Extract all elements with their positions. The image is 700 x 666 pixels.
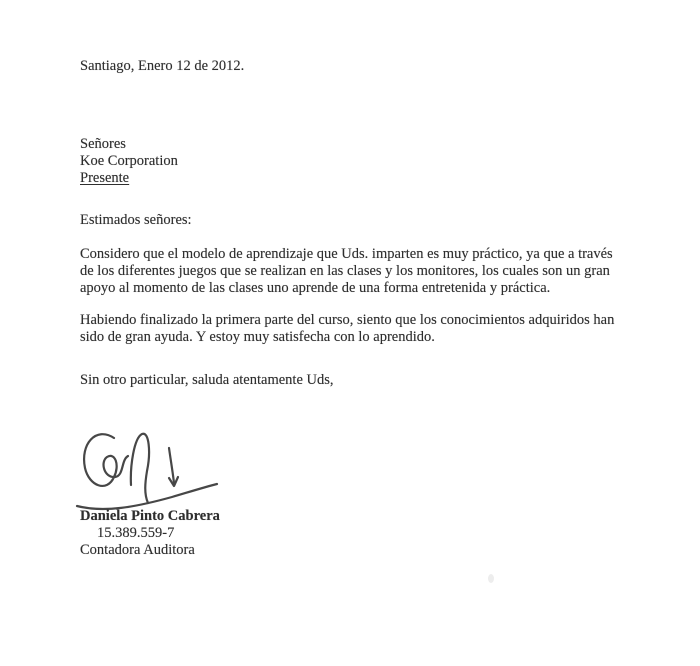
paragraph-line: apoyo al momento de las clases uno aprende de una forma entretenida y práctica. <box>80 280 551 296</box>
recipient-salutation: Señores <box>80 136 126 152</box>
handwritten-signature <box>74 422 226 516</box>
closing-line: Sin otro particular, saluda atentamente Uds, <box>80 372 334 388</box>
signature-loop-stroke <box>84 434 128 486</box>
paragraph-line: Considero que el modelo de aprendizaje que Uds. imparten es muy práctico, ya que a través <box>80 246 613 262</box>
recipient-presente: Presente <box>80 170 130 186</box>
paragraph-line: Habiendo finalizado la primera parte del curso, siento que los conocimientos adquiridos han <box>80 312 615 328</box>
body-paragraph-1 <box>80 246 613 297</box>
signature-block <box>80 508 220 559</box>
signature-tall-loop-stroke <box>131 434 149 503</box>
paragraph-line: de los diferentes juegos que se realizan en las clases y los monitores, los cuales son un gran <box>80 263 610 279</box>
scan-artifact <box>488 574 494 583</box>
signer-name: Daniela Pinto Cabrera <box>80 508 220 524</box>
body-paragraph-2 <box>80 312 614 346</box>
recipient-company: Koe Corporation <box>80 153 178 169</box>
signer-id-number: 15.389.559-7 <box>97 525 175 541</box>
recipient-block <box>80 136 178 187</box>
paragraph-line: sido de gran ayuda. Y estoy muy satisfecha con lo aprendido. <box>80 329 435 345</box>
letter-date: Santiago, Enero 12 de 2012. <box>80 58 245 74</box>
signer-title: Contadora Auditora <box>80 542 195 558</box>
salutation: Estimados señores: <box>80 212 192 228</box>
